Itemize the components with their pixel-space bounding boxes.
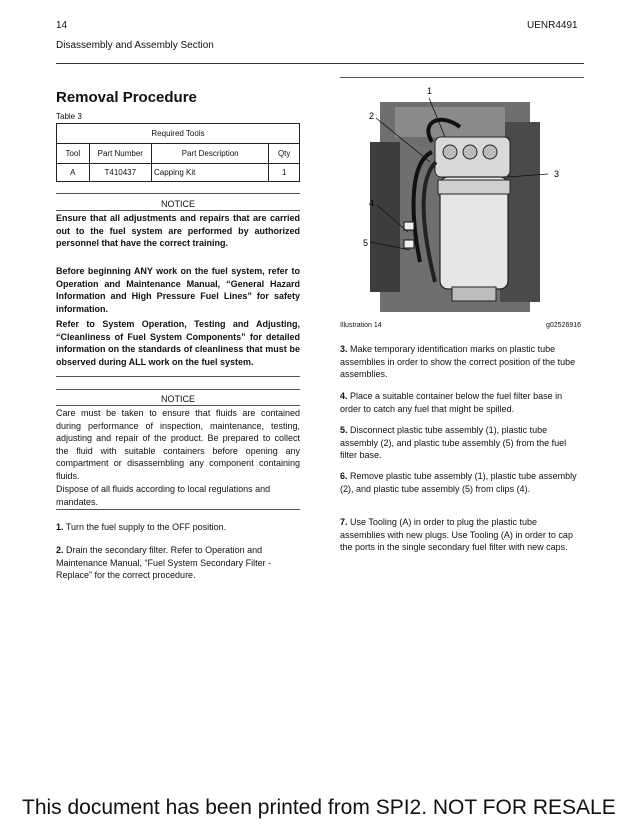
required-tools-table xyxy=(56,123,300,182)
step-item xyxy=(56,521,300,534)
callout-3: 3 xyxy=(554,169,560,179)
step-text: Turn the fuel supply to the OFF position. xyxy=(65,522,227,532)
col-header-qty: Qty xyxy=(269,144,300,164)
notice2-rule-top2 xyxy=(56,389,300,390)
notice1-paragraph: Refer to System Operation, Testing and Adjusting, “Cleanliness of Fuel System Components” for detailed information on the standards of cleanliness that must be observed during ALL work on the fuel system. xyxy=(56,319,300,367)
step-item xyxy=(340,470,584,495)
step-item xyxy=(340,516,584,554)
step-text: Place a suitable container below the fuel filter base in order to catch any fuel that might be spilled. xyxy=(340,391,563,414)
clip xyxy=(404,240,414,248)
cell-part-number: T410437 xyxy=(89,164,151,182)
document-id: UENR4491 xyxy=(527,20,578,31)
header-rule xyxy=(56,63,584,64)
step-text: Drain the secondary filter. Refer to Operation and Maintenance Manual, “Fuel System Secondary Filter - Replace” for the correct procedure. xyxy=(56,545,272,580)
notice1-rule-mid xyxy=(56,210,300,211)
section-title: Disassembly and Assembly Section xyxy=(56,40,214,51)
table-row xyxy=(57,164,300,182)
notice1-paragraph: Ensure that all adjustments and repairs that are carried out to the fuel system are performed by authorized personnel that have the correct training. xyxy=(56,213,300,248)
col-header-part-description: Part Description xyxy=(151,144,268,164)
notice2-paragraph: Care must be taken to ensure that fluids are contained during performance of inspection, maintenance, testing, adjusting and repair of the product. Be prepared to collect the fluid with suitable containers before opening any compartment or disassembling any component containing fluids. xyxy=(56,408,300,481)
fuel-filter-illustration xyxy=(340,82,584,318)
notice1-title: NOTICE xyxy=(160,199,195,209)
step-number: 6. xyxy=(340,471,348,481)
step-item xyxy=(340,343,584,381)
cell-part-description: Capping Kit xyxy=(151,164,268,182)
step-item xyxy=(340,424,584,462)
step-number: 7. xyxy=(340,517,348,527)
step-number: 4. xyxy=(340,391,348,401)
step-number: 1. xyxy=(56,522,64,532)
callout-1: 1 xyxy=(427,86,433,96)
notice2-rule-top xyxy=(56,376,300,377)
illustration-label: Illustration 14 xyxy=(340,322,382,329)
notice2-title: NOTICE xyxy=(160,394,195,404)
step-text: Use Tooling (A) in order to plug the plastic tube assemblies with new plugs. Use Tooling (A) in order to cap the ports in the single secondary fuel filter with new caps. xyxy=(340,517,573,552)
col-header-part-number: Part Number xyxy=(89,144,151,164)
step-item xyxy=(340,390,584,415)
step-text: Make temporary identification marks on plastic tube assemblies in order to show the correct position of the tube assemblies. xyxy=(340,344,576,379)
illustration-id: g02526916 xyxy=(546,322,582,329)
cell-qty: 1 xyxy=(269,164,300,182)
step-item xyxy=(56,544,300,582)
page-title: Removal Procedure xyxy=(56,89,197,106)
callout-2: 2 xyxy=(369,111,375,121)
page-number: 14 xyxy=(56,20,68,31)
notice1-paragraph: Before beginning ANY work on the fuel system, refer to Operation and Maintenance Manual, “General Hazard Information and High Pressure Fuel Lines” for safety information. xyxy=(56,266,300,314)
callout-5: 5 xyxy=(363,238,369,248)
illustration-rule-top xyxy=(340,77,584,78)
notice1-rule-top xyxy=(56,193,300,194)
step-text: Disconnect plastic tube assembly (1), plastic tube assembly (2), and plastic tube assembly (5) from the fuel filter base. xyxy=(340,425,567,460)
notice2-paragraph: Dispose of all fluids according to local regulations and mandates. xyxy=(56,484,271,507)
notice2-rule-mid xyxy=(56,405,300,406)
table-label: Table 3 xyxy=(56,112,82,121)
step-number: 5. xyxy=(340,425,348,435)
callout-4: 4 xyxy=(369,198,375,208)
resale-footer: This document has been printed from SPI2. NOT FOR RESALE xyxy=(22,796,616,819)
clip xyxy=(404,222,414,230)
table-title: Required Tools xyxy=(57,124,300,144)
step-number: 3. xyxy=(340,344,348,354)
cell-tool: A xyxy=(57,164,90,182)
step-number: 2. xyxy=(56,545,64,555)
col-header-tool: Tool xyxy=(57,144,90,164)
step-text: Remove plastic tube assembly (1), plastic tube assembly (2), and plastic tube assembly (5) from clips (4). xyxy=(340,471,577,494)
notice2-rule-bottom xyxy=(56,509,300,510)
